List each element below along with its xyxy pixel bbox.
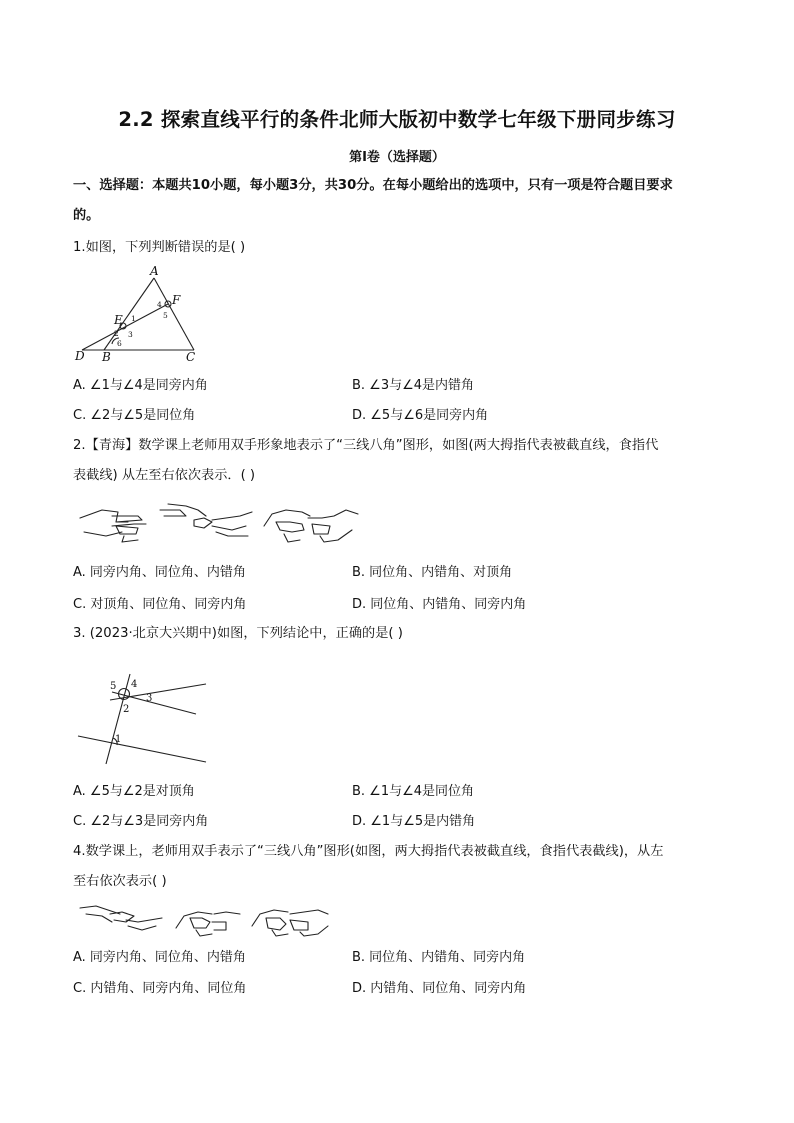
q4-hand-gesture-3 [252,910,328,936]
q1-stem: 1.如图，下列判断错误的是( ) [73,240,246,255]
q3-line-lower [78,736,206,762]
q3-label-angle-2: 2 [123,704,130,715]
q1-label-angle-6: 6 [117,339,122,348]
q2-option-c[interactable]: C. 对顶角、同位角、同旁内角 [73,597,247,612]
q2-stem-line-2: 表截线) 从左至右依次表示．( ) [73,468,256,483]
q1-label-a: A [150,264,159,278]
q1-option-d[interactable]: D. ∠5与∠6是同旁内角 [352,408,489,423]
q1-label-angle-3: 3 [128,330,133,339]
q4-option-b[interactable]: B. 同位角、内错角、同旁内角 [352,950,526,965]
q3-option-d[interactable]: D. ∠1与∠5是内错角 [352,814,476,829]
q1-label-e: E [114,313,123,327]
q3-option-c[interactable]: C. ∠2与∠3是同旁内角 [73,814,209,829]
q3-option-a[interactable]: A. ∠5与∠2是对顶角 [73,784,195,799]
q1-line-ac [154,278,194,350]
q3-line-upper [110,684,206,700]
q4-option-a[interactable]: A. 同旁内角、同位角、内错角 [73,950,246,965]
q1-option-a[interactable]: A. ∠1与∠4是同旁内角 [73,378,208,393]
q1-line-ab [104,278,154,350]
q2-hand-gesture-1 [80,510,146,542]
q1-line-df [82,304,168,350]
instruction-line-1: 一、选择题：本题共10小题，每小题3分，共30分。在每小题给出的选项中，只有一项是符合题目要求 [73,178,673,193]
q1-label-angle-1: 1 [131,314,136,323]
q2-hand-gesture-3 [264,510,358,542]
q2-stem-line-1: 2.【青海】数学课上老师用双手形象地表示了“三线八角”图形，如图(两大拇指代表被截直线，食指代 [73,438,659,453]
q1-label-angle-5: 5 [163,311,168,320]
q2-hand-gestures-figure [76,496,366,550]
q4-hand-gestures-figure [76,900,336,940]
q3-label-angle-3: 3 [146,693,153,704]
section-subtitle: 第I卷（选择题） [349,150,445,165]
q2-option-b[interactable]: B. 同位角、内错角、对顶角 [352,565,513,580]
q3-label-angle-1: 1 [115,734,122,745]
q1-label-angle-2: 2 [114,329,119,338]
q4-stem-line-1: 4.数学课上，老师用双手表示了“三线八角”图形(如图，两大拇指代表被截直线，食指代表截线)，从左 [73,844,664,859]
q1-option-c[interactable]: C. ∠2与∠5是同位角 [73,408,196,423]
q1-label-angle-4: 4 [157,300,162,309]
page-title: 2.2 探索直线平行的条件北师大版初中数学七年级下册同步练习 [118,108,676,131]
q4-option-d[interactable]: D. 内错角、同位角、同旁内角 [352,981,527,996]
q4-stem-line-2: 至右依次表示( ) [73,874,167,889]
instruction-line-2: 的。 [73,208,100,223]
q3-stem: 3. (2023·北京大兴期中)如图，下列结论中，正确的是( ) [73,626,403,641]
q2-option-a[interactable]: A. 同旁内角、同位角、内错角 [73,565,246,580]
q1-triangle-figure [72,264,212,366]
q1-option-b[interactable]: B. ∠3与∠4是内错角 [352,378,475,393]
q1-label-d: D [75,349,85,363]
q2-hand-gesture-2 [160,504,252,536]
q3-label-angle-4: 4 [131,679,138,690]
q2-option-d[interactable]: D. 同位角、内错角、同旁内角 [352,597,527,612]
q4-hand-gesture-2 [176,912,240,936]
q4-option-c[interactable]: C. 内错角、同旁内角、同位角 [73,981,247,996]
q4-hand-gesture-1 [80,906,162,930]
q3-option-b[interactable]: B. ∠1与∠4是同位角 [352,784,475,799]
q1-label-b: B [102,350,111,364]
q3-label-angle-5: 5 [110,681,117,692]
q1-label-c: C [186,350,196,364]
q3-lines-figure [72,664,212,768]
q1-label-f: F [172,293,181,307]
